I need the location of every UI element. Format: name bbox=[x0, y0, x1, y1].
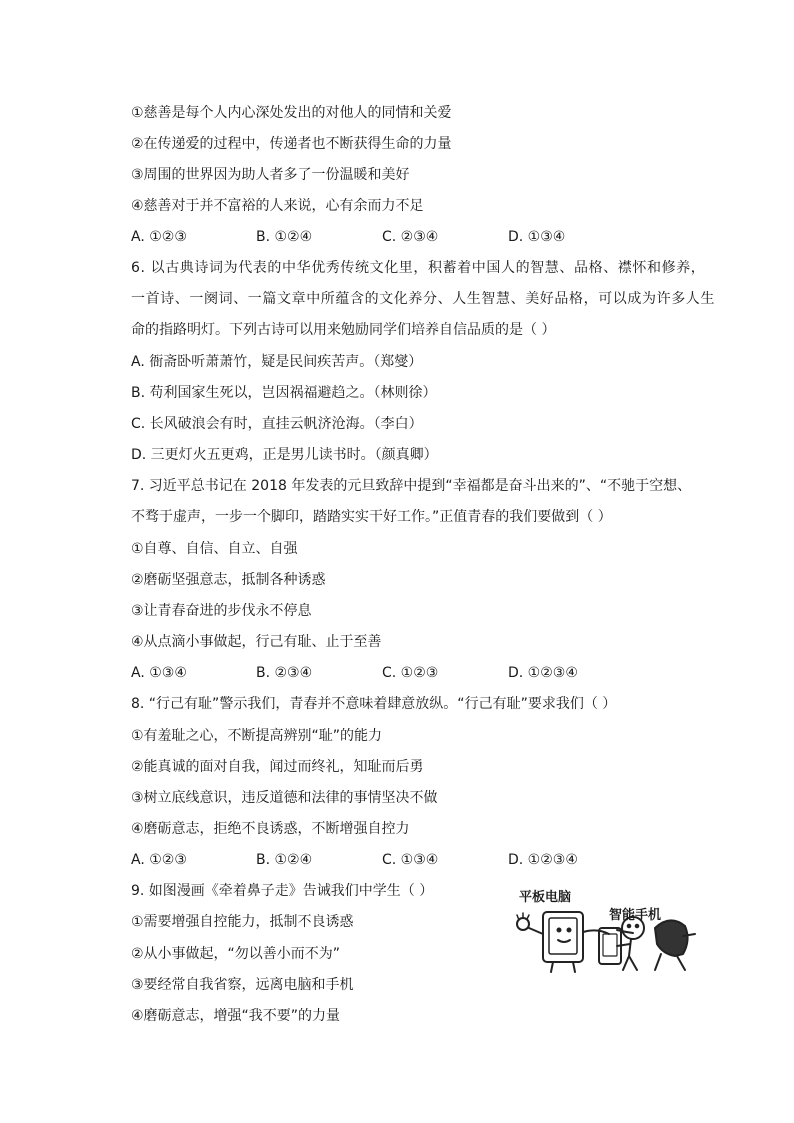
q5-option-c[interactable]: C. ②③④ bbox=[382, 229, 439, 245]
q8-item-4: ④磨砺意志，拒绝不良诱惑，不断增强自控力 bbox=[131, 821, 410, 837]
cartoon-label-tablet: 平板电脑 bbox=[519, 890, 572, 905]
q8-option-a[interactable]: A. ①②③ bbox=[131, 852, 187, 868]
q9-item-4: ④磨砺意志，增强“我不要”的力量 bbox=[131, 1008, 341, 1024]
q7-options bbox=[131, 663, 611, 683]
q7-stem-line-2: 不骛于虚声，一步一个脚印，踏踏实实干好工作。”正值青春的我们要做到（ ） bbox=[131, 509, 612, 525]
q8-stem-line-1: 8. “行己有耻”警示我们，青春并不意味着肆意放纵。“行己有耻”要求我们（ ） bbox=[131, 696, 617, 712]
q8-option-c[interactable]: C. ①③④ bbox=[382, 852, 439, 868]
q7-option-a[interactable]: A. ①③④ bbox=[131, 665, 187, 681]
q9-item-3: ③要经常自我省察，远离电脑和手机 bbox=[131, 977, 354, 993]
q9-stem-line-1: 9. 如图漫画《牵着鼻子走》告诫我们中学生（ ） bbox=[131, 883, 434, 899]
q5-option-d[interactable]: D. ①③④ bbox=[508, 229, 566, 245]
q5-option-a[interactable]: A. ①②③ bbox=[131, 229, 187, 245]
q6-option-b[interactable]: B. 苟利国家生死以，岂因祸福避趋之。（林则徐） bbox=[131, 385, 437, 401]
q7-item-4: ④从点滴小事做起，行己有耻、止于至善 bbox=[131, 634, 382, 650]
q6-stem-line-1: 6. 以古典诗词为代表的中华优秀传统文化里，积蓄着中国人的智慧、品格、襟怀和修养， bbox=[131, 260, 706, 276]
cartoon-label-phone: 智能手机 bbox=[609, 908, 662, 923]
q6-option-d[interactable]: D. 三更灯火五更鸡，正是男儿读书时。（颜真卿） bbox=[131, 447, 438, 463]
q7-option-d[interactable]: D. ①②③④ bbox=[508, 665, 578, 681]
q8-item-3: ③树立底线意识，违反道德和法律的事情坚决不做 bbox=[131, 790, 438, 806]
q5-item-1: ①慈善是每个人内心深处发出的对他人的同情和关爱 bbox=[131, 105, 452, 121]
q5-options bbox=[131, 227, 611, 247]
q8-option-b[interactable]: B. ①②④ bbox=[256, 852, 313, 868]
q8-item-2: ②能真诚的面对自我，闻过而终礼，知耻而后勇 bbox=[131, 759, 424, 775]
q8-options bbox=[131, 850, 611, 870]
cartoon-illustration bbox=[505, 884, 700, 976]
q7-stem-line-1: 7. 习近平总书记在 2018 年发表的元旦致辞中提到“幸福都是奋斗出来的”、“不驰于空想、 bbox=[131, 478, 692, 494]
q7-option-c[interactable]: C. ①②③ bbox=[382, 665, 439, 681]
q7-item-3: ③让青春奋进的步伐永不停息 bbox=[131, 603, 312, 619]
q6-stem-line-2: 一首诗、一阕词、一篇文章中所蕴含的文化养分、人生智慧、美好品格，可以成为许多人生 bbox=[131, 291, 715, 307]
q7-item-2: ②磨砺坚强意志，抵制各种诱惑 bbox=[131, 572, 326, 588]
q7-option-b[interactable]: B. ②③④ bbox=[256, 665, 313, 681]
q9-item-1: ①需要增强自控能力，抵制不良诱惑 bbox=[131, 914, 354, 930]
q6-stem-line-3: 命的指路明灯。下列古诗可以用来勉励同学们培养自信品质的是（ ） bbox=[131, 322, 556, 338]
q8-item-1: ①有羞耻之心，不断提高辨别“耻”的能力 bbox=[131, 728, 383, 744]
q6-option-c[interactable]: C. 长风破浪会有时，直挂云帆济沧海。（李白） bbox=[131, 416, 423, 432]
q8-option-d[interactable]: D. ①②③④ bbox=[508, 852, 578, 868]
q5-item-2: ②在传递爱的过程中，传递者也不断获得生命的力量 bbox=[131, 136, 452, 152]
q5-item-3: ③周围的世界因为助人者多了一份温暖和美好 bbox=[131, 167, 410, 183]
q5-option-b[interactable]: B. ①②④ bbox=[256, 229, 313, 245]
q9-item-2: ②从小事做起，“勿以善小而不为” bbox=[131, 946, 341, 962]
q5-item-4: ④慈善对于并不富裕的人来说，心有余而力不足 bbox=[131, 198, 424, 214]
q6-option-a[interactable]: A. 衙斋卧听萧萧竹，疑是民间疾苦声。（郑燮） bbox=[131, 354, 423, 370]
q7-item-1: ①自尊、自信、自立、自强 bbox=[131, 541, 298, 557]
